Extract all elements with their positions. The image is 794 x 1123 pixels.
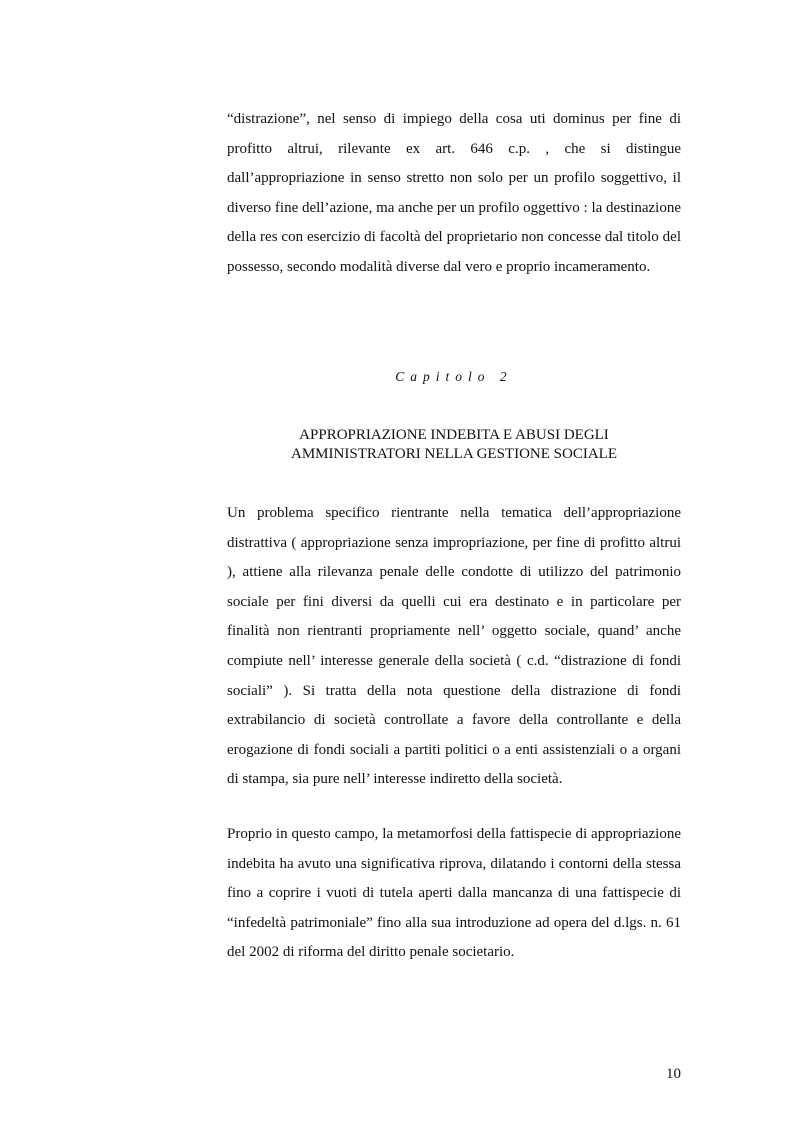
chapter-title-line: APPROPRIAZIONE INDEBITA E ABUSI DEGLI	[299, 427, 609, 443]
chapter-title	[227, 426, 681, 464]
page-number: 10	[666, 1066, 681, 1082]
body-paragraph: “distrazione”, nel senso di impiego della cosa uti dominus per fine di profitto altrui, rilevante ex art. 646 c.p. , che si distingue dall’appropriazione in senso stretto non solo per un profilo soggettivo, il diverso fine dell’azione, ma anche per un profilo oggettivo : la destinazione della res con esercizio di facoltà del proprietario non concesse dal titolo del possesso, secondo modalità diverse dal vero e proprio incameramento.	[227, 111, 682, 275]
chapter-title-line: AMMINISTRATORI NELLA GESTIONE SOCIALE	[291, 446, 617, 462]
body-paragraph: Un problema specifico rientrante nella tematica dell’appropriazione distrattiva ( appropriazione senza impropriazione, per fine di profitto altrui ), attiene alla rilevanza penale delle condotte di utilizzo del patrimonio sociale per fini diversi da quelli cui era destinato e in particolare per finalità non rientranti propriamente nell’ oggetto sociale, quand’ anche compiute nell’ interesse generale della società ( c.d. “distrazione di fondi sociali” ). Si tratta della nota questione della distrazione di fondi extrabilancio di società controllate a favore della controllante e della erogazione di fondi sociali a partiti politici o a enti assistenziali o a organi di stampa, sia pure nell’ interesse indiretto della società.	[227, 505, 681, 788]
body-paragraph: Proprio in questo campo, la metamorfosi della fattispecie di appropriazione indebita ha avuto una significativa riprova, dilatando i contorni della stessa fino a coprire i vuoti di tutela aperti dalla mancanza di una fattispecie di “infedeltà patrimoniale” fino alla sua introduzione ad opera del d.lgs. n. 61 del 2002 di riforma del diritto penale societario.	[227, 826, 681, 961]
chapter-label: Capitolo 2	[395, 369, 513, 384]
